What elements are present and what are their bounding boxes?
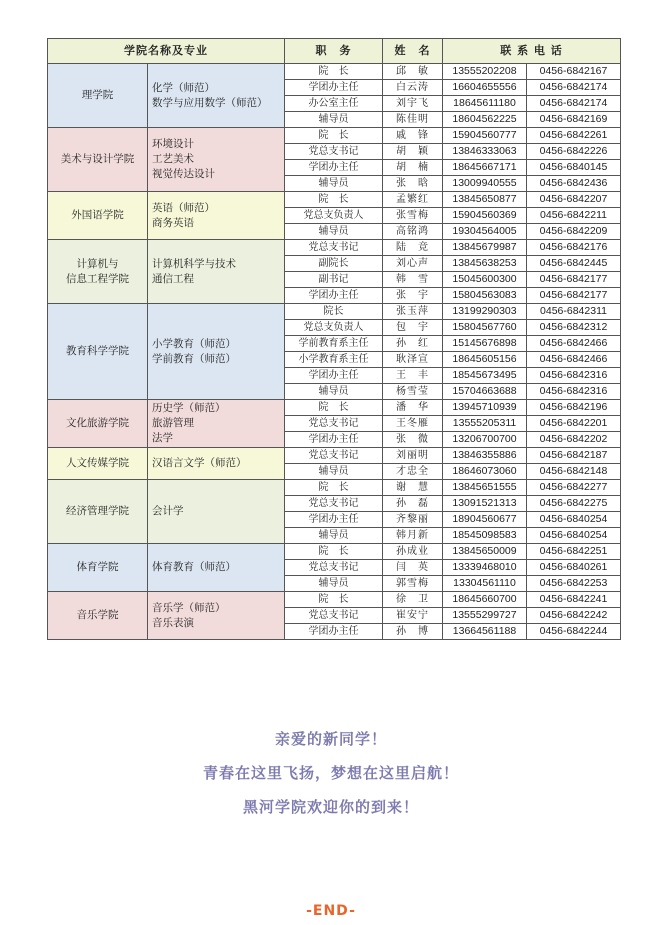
college-name: 外国语学院 — [71, 209, 124, 221]
position-cell: 党总支书记 — [285, 144, 383, 160]
major-name: 旅游管理 — [152, 417, 194, 429]
position-cell: 辅导员 — [285, 224, 383, 240]
college-name: 教育科学学院 — [66, 345, 129, 357]
office-phone-cell: 0456-6842169 — [527, 112, 621, 128]
major-name: 音乐学（师范） — [152, 601, 226, 614]
person-name-cell: 杨雪莹 — [383, 384, 443, 400]
majors-cell — [148, 448, 285, 480]
person-name-cell: 刘心声 — [383, 256, 443, 272]
person-name-cell: 包 宇 — [383, 320, 443, 336]
mobile-phone-cell: 18645660700 — [443, 592, 527, 608]
majors-cell — [148, 544, 285, 592]
office-phone-cell: 0456-6842201 — [527, 416, 621, 432]
person-name-cell: 崔安宁 — [383, 608, 443, 624]
office-phone-cell: 0456-6842244 — [527, 624, 621, 640]
position-cell: 副书记 — [285, 272, 383, 288]
office-phone-cell: 0456-6842174 — [527, 80, 621, 96]
college-cell — [48, 592, 148, 640]
position-cell: 学团办主任 — [285, 512, 383, 528]
position-cell: 学团办主任 — [285, 80, 383, 96]
mobile-phone-cell: 18604562225 — [443, 112, 527, 128]
office-phone-cell: 0456-6842211 — [527, 208, 621, 224]
position-cell: 办公室主任 — [285, 96, 383, 112]
office-phone-cell: 0456-6842226 — [527, 144, 621, 160]
mobile-phone-cell: 15804567760 — [443, 320, 527, 336]
college-name: 美术与设计学院 — [60, 153, 135, 165]
welcome-line-2: 青春在这里飞扬，梦想在这里启航！ — [202, 764, 459, 782]
college-name: 人文传媒学院 — [66, 457, 129, 469]
college-name: 计算机与 — [76, 257, 119, 270]
person-name-cell: 才忠全 — [383, 464, 443, 480]
office-phone-cell: 0456-6840261 — [527, 560, 621, 576]
table-body — [48, 64, 621, 640]
table-row — [48, 192, 621, 208]
person-name-cell: 孙成业 — [383, 544, 443, 560]
college-name: 音乐学院 — [76, 609, 119, 621]
mobile-phone-cell: 13845638253 — [443, 256, 527, 272]
mobile-phone-cell: 18904560677 — [443, 512, 527, 528]
position-cell: 学前教育系主任 — [285, 336, 383, 352]
position-cell: 院长 — [285, 304, 383, 320]
person-name-cell: 刘宇飞 — [383, 96, 443, 112]
person-name-cell: 张 晗 — [383, 176, 443, 192]
person-name-cell: 王冬雁 — [383, 416, 443, 432]
major-name: 体育教育（师范） — [152, 561, 236, 573]
office-phone-cell: 0456-6842275 — [527, 496, 621, 512]
mobile-phone-cell: 16604655556 — [443, 80, 527, 96]
office-phone-cell: 0456-6842242 — [527, 608, 621, 624]
table-row — [48, 64, 621, 80]
majors-cell — [148, 240, 285, 304]
table-row — [48, 592, 621, 608]
position-cell: 院 长 — [285, 592, 383, 608]
mobile-phone-cell: 15704663688 — [443, 384, 527, 400]
office-phone-cell: 0456-6842174 — [527, 96, 621, 112]
person-name-cell: 闫 英 — [383, 560, 443, 576]
major-name: 音乐表演 — [152, 616, 194, 629]
office-phone-cell: 0456-6842187 — [527, 448, 621, 464]
person-name-cell: 徐 卫 — [383, 592, 443, 608]
college-cell — [48, 400, 148, 448]
college-name: 理学院 — [81, 89, 114, 101]
mobile-phone-cell: 18645611180 — [443, 96, 527, 112]
person-name-cell: 张雪梅 — [383, 208, 443, 224]
position-cell: 党总支负责人 — [285, 320, 383, 336]
table-row — [48, 448, 621, 464]
position-cell: 小学教育系主任 — [285, 352, 383, 368]
office-phone-cell: 0456-6842167 — [527, 64, 621, 80]
position-cell: 学团办主任 — [285, 624, 383, 640]
college-cell — [48, 192, 148, 240]
majors-cell — [148, 400, 285, 448]
office-phone-cell: 0456-6842261 — [527, 128, 621, 144]
position-cell: 辅导员 — [285, 176, 383, 192]
major-name: 会计学 — [152, 505, 184, 517]
person-name-cell: 张玉萍 — [383, 304, 443, 320]
office-phone-cell: 0456-6842207 — [527, 192, 621, 208]
office-phone-cell: 0456-6842209 — [527, 224, 621, 240]
person-name-cell: 孟繁红 — [383, 192, 443, 208]
position-cell: 辅导员 — [285, 384, 383, 400]
college-name: 信息工程学院 — [66, 272, 129, 285]
position-cell: 辅导员 — [285, 528, 383, 544]
major-name: 英语（师范） — [152, 201, 215, 214]
major-name: 计算机科学与技术 — [152, 257, 236, 270]
position-cell: 党总支书记 — [285, 240, 383, 256]
person-name-cell: 胡 楠 — [383, 160, 443, 176]
mobile-phone-cell: 13555202208 — [443, 64, 527, 80]
majors-cell — [148, 304, 285, 400]
office-phone-cell: 0456-6842253 — [527, 576, 621, 592]
office-phone-cell: 0456-6842241 — [527, 592, 621, 608]
majors-cell — [148, 592, 285, 640]
end-mark: -END- — [306, 903, 356, 919]
office-phone-cell: 0456-6842311 — [527, 304, 621, 320]
mobile-phone-cell: 13845679987 — [443, 240, 527, 256]
position-cell: 院 长 — [285, 544, 383, 560]
office-phone-cell: 0456-6842202 — [527, 432, 621, 448]
office-phone-cell: 0456-6842177 — [527, 272, 621, 288]
mobile-phone-cell: 13555299727 — [443, 608, 527, 624]
mobile-phone-cell: 13664561188 — [443, 624, 527, 640]
table-row — [48, 128, 621, 144]
mobile-phone-cell: 18545673495 — [443, 368, 527, 384]
office-phone-cell: 0456-6840254 — [527, 528, 621, 544]
person-name-cell: 齐黎丽 — [383, 512, 443, 528]
mobile-phone-cell: 13845650877 — [443, 192, 527, 208]
position-cell: 辅导员 — [285, 576, 383, 592]
major-name: 学前教育（师范） — [152, 352, 236, 365]
position-cell: 学团办主任 — [285, 368, 383, 384]
major-name: 商务英语 — [152, 216, 194, 229]
major-name: 历史学（师范） — [152, 402, 226, 414]
person-name-cell: 邱 敏 — [383, 64, 443, 80]
table-row — [48, 480, 621, 496]
table-row — [48, 544, 621, 560]
mobile-phone-cell: 13009940555 — [443, 176, 527, 192]
office-phone-cell: 0456-6842176 — [527, 240, 621, 256]
position-cell: 学团办主任 — [285, 432, 383, 448]
majors-cell — [148, 480, 285, 544]
position-cell: 学团办主任 — [285, 288, 383, 304]
mobile-phone-cell: 13339468010 — [443, 560, 527, 576]
college-cell — [48, 480, 148, 544]
welcome-line-1: 亲爱的新同学！ — [274, 730, 387, 748]
office-phone-cell: 0456-6842312 — [527, 320, 621, 336]
mobile-phone-cell: 18545098583 — [443, 528, 527, 544]
person-name-cell: 王 丰 — [383, 368, 443, 384]
mobile-phone-cell: 15804563083 — [443, 288, 527, 304]
major-name: 化学（师范） — [152, 81, 215, 94]
mobile-phone-cell: 15904560777 — [443, 128, 527, 144]
position-cell: 院 长 — [285, 192, 383, 208]
office-phone-cell: 0456-6842466 — [527, 352, 621, 368]
contact-table — [47, 38, 621, 640]
major-name: 通信工程 — [152, 272, 194, 285]
major-name: 数学与应用数学（师范） — [152, 96, 268, 109]
person-name-cell: 孙 磊 — [383, 496, 443, 512]
college-name: 体育学院 — [76, 561, 119, 573]
position-cell: 学团办主任 — [285, 160, 383, 176]
welcome-line-3: 黑河学院欢迎你的到来！ — [242, 798, 419, 816]
majors-cell — [148, 64, 285, 128]
college-cell — [48, 240, 148, 304]
person-name-cell: 韩月新 — [383, 528, 443, 544]
office-phone-cell: 0456-6840145 — [527, 160, 621, 176]
position-cell: 党总支书记 — [285, 608, 383, 624]
header-phone: 联 系 电 话 — [443, 39, 621, 64]
mobile-phone-cell: 15045600300 — [443, 272, 527, 288]
office-phone-cell: 0456-6842277 — [527, 480, 621, 496]
mobile-phone-cell: 18645605156 — [443, 352, 527, 368]
college-name: 经济管理学院 — [66, 505, 129, 517]
office-phone-cell: 0456-6842196 — [527, 400, 621, 416]
major-name: 小学教育（师范） — [152, 337, 236, 350]
person-name-cell: 张 微 — [383, 432, 443, 448]
position-cell: 党总支书记 — [285, 496, 383, 512]
person-name-cell: 陈佳明 — [383, 112, 443, 128]
major-name: 汉语言文学（师范） — [152, 457, 247, 469]
mobile-phone-cell: 13555205311 — [443, 416, 527, 432]
person-name-cell: 白云涛 — [383, 80, 443, 96]
office-phone-cell: 0456-6842148 — [527, 464, 621, 480]
office-phone-cell: 0456-6842316 — [527, 384, 621, 400]
position-cell: 副院长 — [285, 256, 383, 272]
person-name-cell: 郭雪梅 — [383, 576, 443, 592]
position-cell: 院 长 — [285, 128, 383, 144]
major-name: 工艺美术 — [152, 153, 194, 165]
mobile-phone-cell: 15904560369 — [443, 208, 527, 224]
office-phone-cell: 0456-6842436 — [527, 176, 621, 192]
header-position: 职 务 — [285, 39, 383, 64]
mobile-phone-cell: 18646073060 — [443, 464, 527, 480]
position-cell: 辅导员 — [285, 112, 383, 128]
college-name: 文化旅游学院 — [66, 417, 129, 429]
mobile-phone-cell: 13304561110 — [443, 576, 527, 592]
mobile-phone-cell: 18645667171 — [443, 160, 527, 176]
header-name: 姓 名 — [383, 39, 443, 64]
person-name-cell: 刘丽明 — [383, 448, 443, 464]
mobile-phone-cell: 13206700700 — [443, 432, 527, 448]
mobile-phone-cell: 13845650009 — [443, 544, 527, 560]
office-phone-cell: 0456-6842466 — [527, 336, 621, 352]
position-cell: 院 长 — [285, 480, 383, 496]
person-name-cell: 高铭鸿 — [383, 224, 443, 240]
mobile-phone-cell: 13846333063 — [443, 144, 527, 160]
header-college: 学院名称及专业 — [48, 39, 285, 64]
position-cell: 党总支书记 — [285, 448, 383, 464]
person-name-cell: 谢 慧 — [383, 480, 443, 496]
person-name-cell: 陆 竞 — [383, 240, 443, 256]
office-phone-cell: 0456-6842177 — [527, 288, 621, 304]
mobile-phone-cell: 13091521313 — [443, 496, 527, 512]
person-name-cell: 潘 华 — [383, 400, 443, 416]
mobile-phone-cell: 13199290303 — [443, 304, 527, 320]
office-phone-cell: 0456-6842445 — [527, 256, 621, 272]
person-name-cell: 胡 颖 — [383, 144, 443, 160]
position-cell: 辅导员 — [285, 464, 383, 480]
table-header-row — [48, 39, 621, 64]
person-name-cell: 孙 博 — [383, 624, 443, 640]
major-name: 环境设计 — [152, 138, 194, 150]
position-cell: 党总支书记 — [285, 560, 383, 576]
majors-cell — [148, 128, 285, 192]
major-name: 法学 — [152, 432, 173, 444]
office-phone-cell: 0456-6842316 — [527, 368, 621, 384]
mobile-phone-cell: 15145676898 — [443, 336, 527, 352]
major-name: 视觉传达设计 — [152, 168, 215, 180]
table-row — [48, 400, 621, 416]
table-row — [48, 304, 621, 320]
college-cell — [48, 448, 148, 480]
office-phone-cell: 0456-6840254 — [527, 512, 621, 528]
college-cell — [48, 544, 148, 592]
college-cell — [48, 128, 148, 192]
position-cell: 党总支书记 — [285, 416, 383, 432]
person-name-cell: 孙 红 — [383, 336, 443, 352]
person-name-cell: 张 宇 — [383, 288, 443, 304]
person-name-cell: 韩 雪 — [383, 272, 443, 288]
position-cell: 院 长 — [285, 400, 383, 416]
majors-cell — [148, 192, 285, 240]
mobile-phone-cell: 19304564005 — [443, 224, 527, 240]
office-phone-cell: 0456-6842251 — [527, 544, 621, 560]
college-cell — [48, 64, 148, 128]
table-row — [48, 240, 621, 256]
college-cell — [48, 304, 148, 400]
person-name-cell: 耿泽宣 — [383, 352, 443, 368]
person-name-cell: 戚 锋 — [383, 128, 443, 144]
mobile-phone-cell: 13845651555 — [443, 480, 527, 496]
mobile-phone-cell: 13846355886 — [443, 448, 527, 464]
position-cell: 院 长 — [285, 64, 383, 80]
position-cell: 党总支负责人 — [285, 208, 383, 224]
mobile-phone-cell: 13945710939 — [443, 400, 527, 416]
